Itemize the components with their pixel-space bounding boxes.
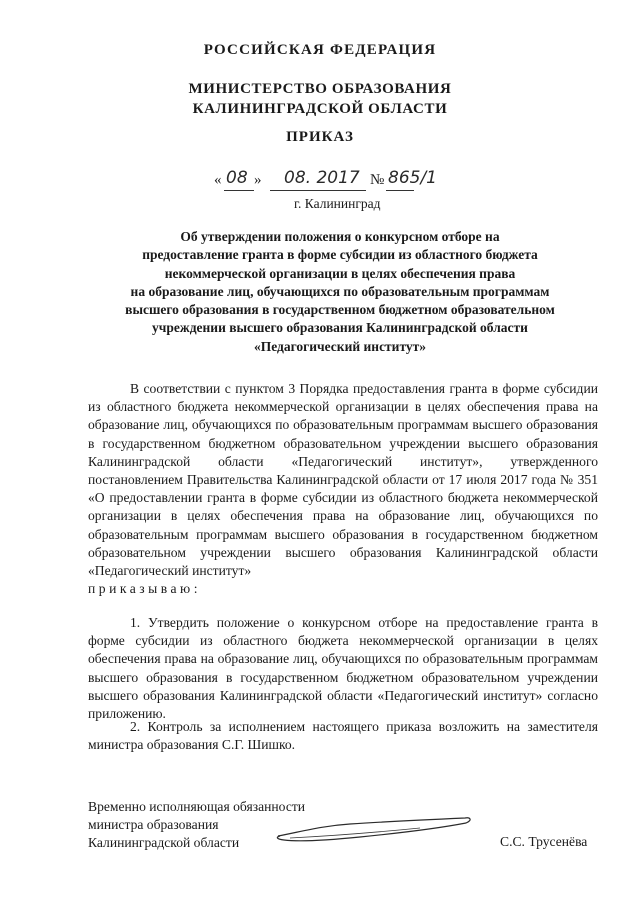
order-item-1: [88, 614, 598, 723]
handwritten-day: 08: [226, 168, 248, 188]
ministry-heading: [0, 79, 640, 119]
title-line: на образование лиц, обучающихся по образовательным программам: [130, 283, 550, 299]
title-line: Об утверждении положения о конкурсном отборе на: [180, 229, 500, 244]
order-word: приказываю:: [88, 581, 201, 597]
day-underline: [224, 190, 254, 191]
order-title: [60, 228, 620, 356]
handwritten-signature: [270, 806, 480, 852]
signatory-line-2: министра образования: [88, 817, 219, 833]
city-label: г. Калининград: [294, 196, 381, 211]
ministry-line-2: КАЛИНИНГРАДСКОЙ ОБЛАСТИ: [192, 101, 448, 117]
close-quote: »: [254, 172, 262, 188]
title-line: «Педагогический институт»: [253, 338, 427, 354]
order-item-2: [88, 718, 598, 754]
signatory-line-1: Временно исполняющая обязанности: [88, 799, 306, 814]
preamble-paragraph: [88, 380, 598, 598]
handwritten-month-year: 08. 2017: [284, 168, 360, 188]
item-2-text: 2. Контроль за исполнением настоящего приказа возложить на заместителя министра образования С.Г. Шишко.: [88, 719, 598, 753]
date-underline: [270, 190, 366, 191]
signatory-line-3: Калининградской области: [88, 835, 240, 851]
country-heading: РОССИЙСКАЯ ФЕДЕРАЦИЯ: [203, 42, 437, 58]
preamble-text: В соответствии с пунктом 3 Порядка предоставления гранта в форме субсидии из областного бюджета некоммерческой организации в целях обеспечения права на образование лиц, обучающихся по образовательным программам высшего образования в государственном бюджетном образовательном учреждении высшего образования Калининградской области «Педагогический институт», утвержденного постановлением Правительства Калининградской области от 17 июля 2017 года № 351 «О предоставлении гранта в форме субсидии из областного бюджета некоммерческой организации в целях обеспечения права на образование лиц, обучающихся по образовательным программам высшего образования в государственном бюджетном образовательном учреждении высшего образования Калининградской области «Педагогический институт»: [88, 381, 598, 579]
signatory-name: С.С. Трусенёва: [500, 834, 588, 849]
title-line: предоставление гранта в форме субсидии из областного бюджета: [142, 247, 538, 263]
handwritten-order-number: 865/1: [388, 168, 437, 188]
number-underline: [386, 190, 414, 191]
number-sign: №: [370, 172, 385, 188]
open-quote: «: [214, 172, 222, 188]
title-line: учреждении высшего образования Калининградской области: [152, 320, 528, 336]
title-line: некоммерческой организации в целях обеспечения права: [164, 265, 516, 281]
date-and-number-line: [214, 168, 437, 196]
title-line: высшего образования в государственном бюджетном образовательном: [125, 302, 555, 318]
ministry-line-1: МИНИСТЕРСТВО ОБРАЗОВАНИЯ: [188, 81, 452, 97]
item-1-text: 1. Утвердить положение о конкурсном отборе на предоставление гранта в форме субсидии из областного бюджета некоммерческой организации в целях обеспечения права на образование лиц, обучающихся по образовательным программам высшего образования в государственном бюджетном образовательном учреждении высшего образования Калининградской области «Педагогический институт» согласно приложению.: [88, 615, 598, 722]
document-type: ПРИКАЗ: [286, 129, 354, 145]
